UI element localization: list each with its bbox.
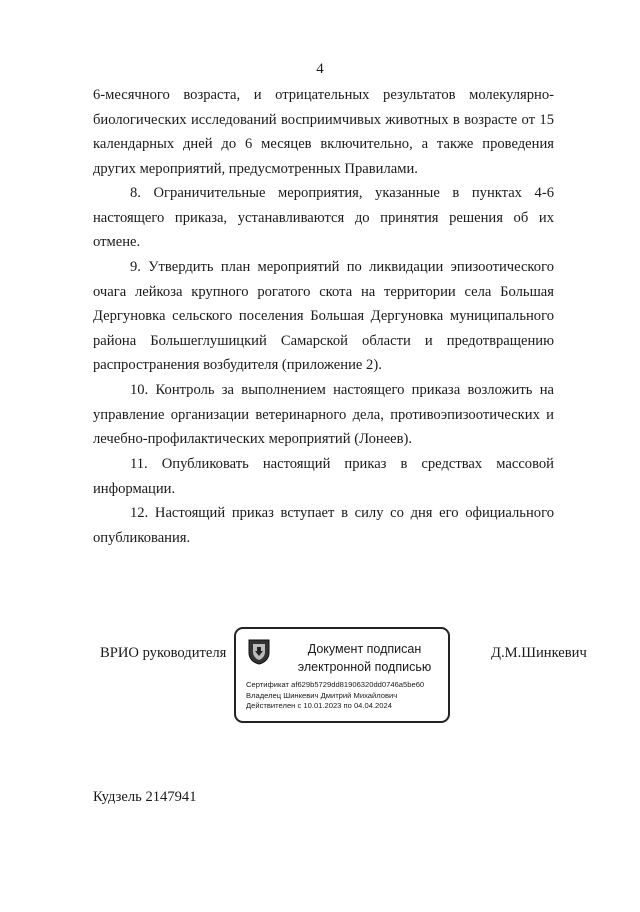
executor-info: Кудзель 2147941 (93, 789, 197, 805)
stamp-certificate: Сертификат af629b5729dd81906320dd0746a5be60 (246, 680, 425, 689)
signatory-name: Д.М.Шинкевич (491, 645, 587, 661)
page-number: 4 (316, 61, 324, 77)
paragraph-item-10: 10. Контроль за выполнением настоящего приказа возложить на управление организации ветеринарного дела, противоэпизоотических и лечебно-профилактических мероприятий (Лонеев). (93, 382, 554, 448)
stamp-owner: Владелец Шинкевич Дмитрий Михайлович (246, 690, 398, 700)
paragraph-item-12: 12. Настоящий приказ вступает в силу со дня его официального опубликования. (93, 505, 554, 546)
electronic-signature-stamp (234, 627, 450, 723)
stamp-title-line-2: электронной подписью (297, 660, 432, 674)
paragraph-item-9: 9. Утвердить план мероприятий по ликвидации эпизоотического очага лейкоза крупного рогатого скота на территории села Большая Дергуновка сельского поселения Большая Дергуновка муниципального района Большеглушицкий Самарской области и предотвращению распространения возбудителя (приложение 2). (93, 259, 554, 374)
paragraph-continuation: 6-месячного возраста, и отрицательных результатов молекулярно-биологических исследований восприимчивых животных в возрасте от 15 календарных дней до 6 месяцев включительно, а также проведения других мероприятий, предусмотренных Правилами. (93, 87, 554, 177)
stamp-details (246, 680, 424, 712)
coat-of-arms-icon (248, 639, 270, 665)
paragraph-item-11: 11. Опубликовать настоящий приказ в средствах массовой информации. (93, 456, 554, 497)
stamp-title (282, 640, 447, 676)
stamp-validity: Действителен с 10.01.2023 по 04.04.2024 (246, 701, 392, 710)
stamp-title-line-1: Документ подписан (307, 642, 422, 656)
paragraph-item-8: 8. Ограничительные мероприятия, указанные в пунктах 4-6 настоящего приказа, устанавливаются до принятия решения об их отмене. (93, 185, 554, 251)
signatory-position: ВРИО руководителя (100, 645, 227, 661)
